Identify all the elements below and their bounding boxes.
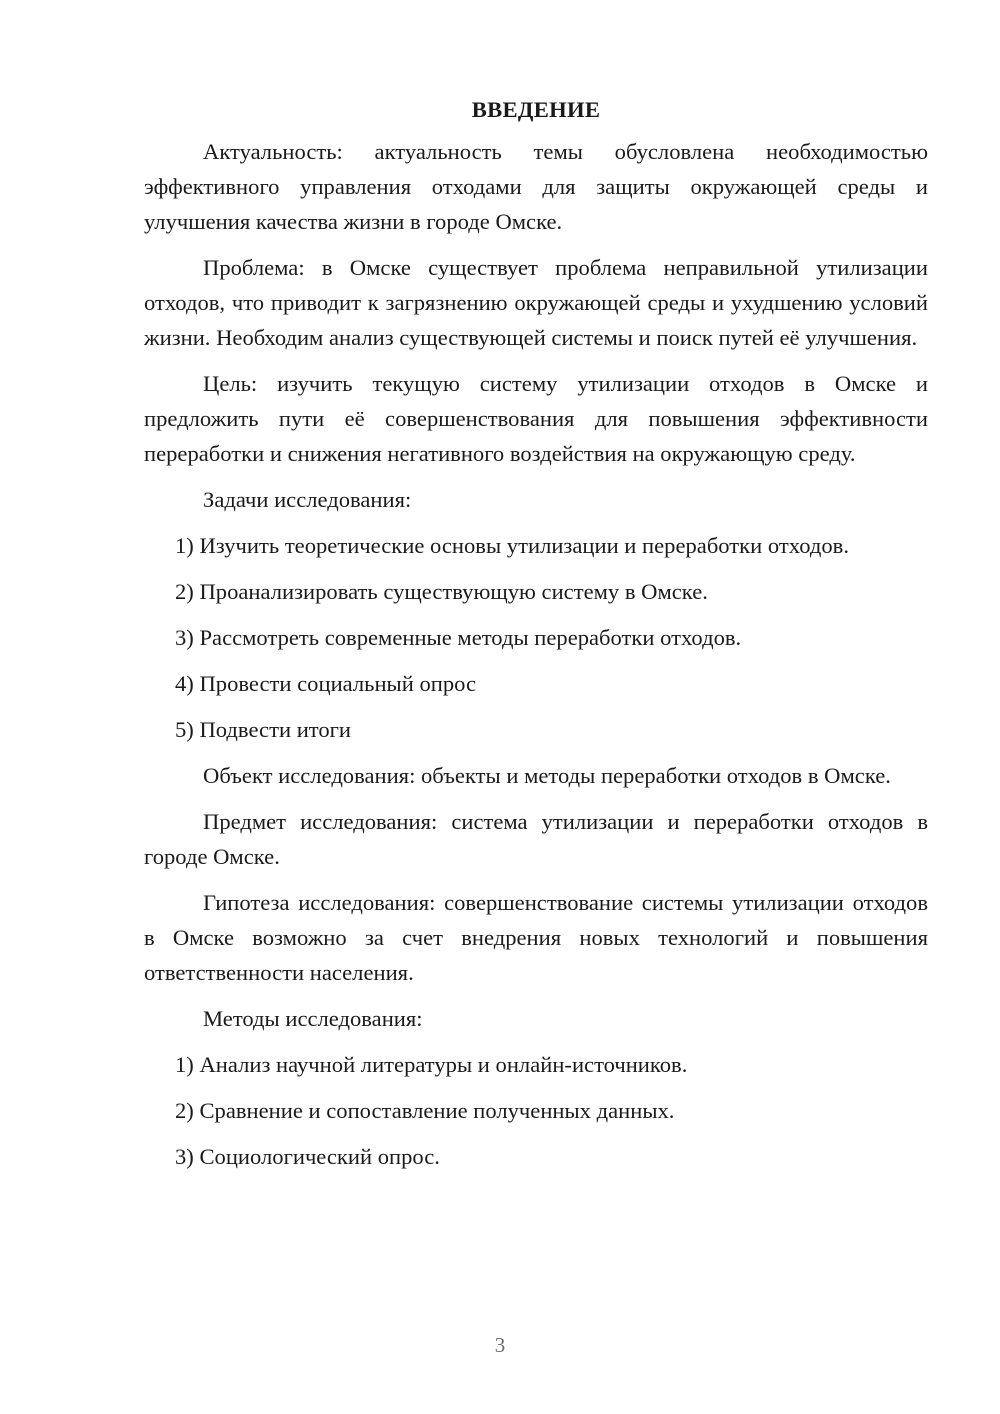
list-item: 3) Рассмотреть современные методы переработки отходов. — [175, 625, 742, 650]
list-item: 2) Проанализировать существующую систему в Омске. — [175, 579, 708, 604]
tasks-heading: Задачи исследования: — [203, 487, 412, 512]
methods-heading: Методы исследования: — [203, 1006, 423, 1031]
page-number: 3 — [494, 1333, 506, 1357]
problem-paragraph: Проблема: в Омске существует проблема неправильной утилизации отходов, что приводит к загрязнению окружающей среды и ухудшению условий жизни. Необходим анализ существующей системы и поиск путей её улучшения. — [144, 255, 928, 350]
subject-paragraph: Предмет исследования: система утилизации и переработки отходов в городе Омске. — [144, 809, 928, 869]
relevance-paragraph: Актуальность: актуальность темы обусловлена необходимостью эффективного управления отходами для защиты окружающей среды и улучшения качества жизни в городе Омске. — [144, 139, 928, 234]
list-item: 3) Социологический опрос. — [175, 1144, 440, 1169]
list-item: 1) Анализ научной литературы и онлайн-источников. — [175, 1052, 688, 1077]
object-paragraph: Объект исследования: объекты и методы переработки отходов в Омске. — [203, 763, 891, 788]
list-item: 2) Сравнение и сопоставление полученных данных. — [175, 1098, 675, 1123]
document-body — [144, 90, 928, 1185]
hypothesis-paragraph: Гипотеза исследования: совершенствование системы утилизации отходов в Омске возможно за счет внедрения новых технологий и повышения ответственности населения. — [144, 890, 928, 985]
list-item: 1) Изучить теоретические основы утилизации и переработки отходов. — [175, 533, 849, 558]
page-title: ВВЕДЕНИЕ — [471, 97, 601, 122]
tasks-list — [144, 528, 928, 747]
list-item: 5) Подвести итоги — [175, 717, 352, 742]
list-item: 4) Провести социальный опрос — [175, 671, 477, 696]
methods-list — [144, 1047, 928, 1174]
goal-paragraph: Цель: изучить текущую систему утилизации отходов в Омске и предложить пути её совершенствования для повышения эффективности переработки и снижения негативного воздействия на окружающую среду. — [144, 371, 928, 466]
